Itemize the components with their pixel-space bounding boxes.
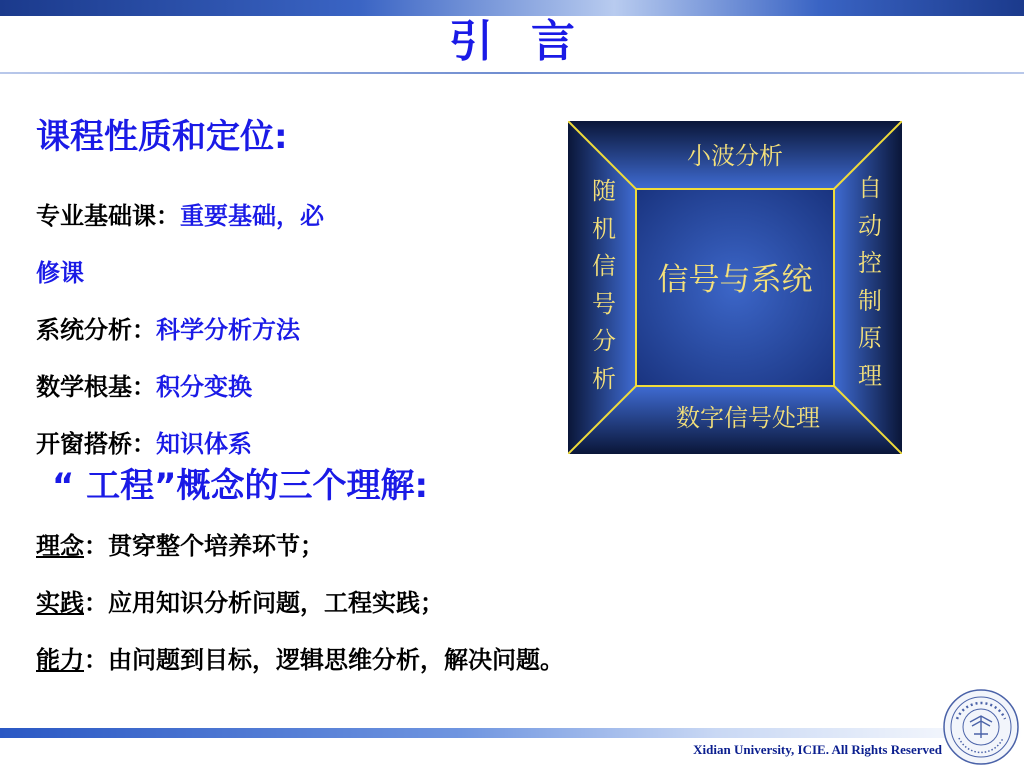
item-value: 积分变换	[156, 373, 252, 401]
item-text: ：应用知识分析问题，工程实践；	[84, 589, 444, 617]
section-heading-engineering: “ 工程”概念的三个理解:	[52, 466, 429, 506]
item-text: ：由问题到目标，逻辑思维分析，解决问题。	[84, 646, 564, 674]
university-seal-icon	[942, 688, 1020, 766]
list-item	[36, 530, 324, 562]
diagram-label-top: 小波分析	[687, 142, 783, 170]
list-item	[36, 257, 84, 289]
item-label: 数学根基：	[36, 373, 156, 401]
list-item	[36, 428, 252, 460]
list-item	[36, 314, 300, 346]
item-value: 重要基础，必	[180, 202, 324, 230]
item-term: 理念	[36, 532, 84, 560]
diagram-label-left: 随机信号分析	[592, 177, 616, 393]
item-text: ：贯穿整个培养环节；	[84, 532, 324, 560]
item-value: 修课	[36, 259, 84, 287]
diagram-label-bottom: 数字信号处理	[676, 404, 820, 432]
item-value: 科学分析方法	[156, 316, 300, 344]
bottom-decorative-band	[0, 728, 1024, 738]
item-label: 专业基础课：	[36, 202, 180, 230]
section-heading-course-nature: 课程性质和定位:	[36, 117, 288, 157]
diagram-label-right: 自动控制原理	[858, 174, 882, 390]
list-item	[36, 587, 444, 619]
list-item	[36, 371, 252, 403]
list-item	[36, 200, 324, 232]
item-term: 实践	[36, 589, 84, 617]
footer-copyright: Xidian University, ICIE. All Rights Reserved	[693, 742, 942, 757]
item-value: 知识体系	[156, 430, 252, 458]
item-term: 能力	[36, 646, 84, 674]
diagram-label-center: 信号与系统	[657, 262, 813, 298]
item-label: 系统分析：	[36, 316, 156, 344]
item-label: 开窗搭桥：	[36, 430, 156, 458]
title-divider	[0, 72, 1024, 74]
list-item	[36, 644, 564, 676]
page-title: 引言	[449, 16, 613, 67]
